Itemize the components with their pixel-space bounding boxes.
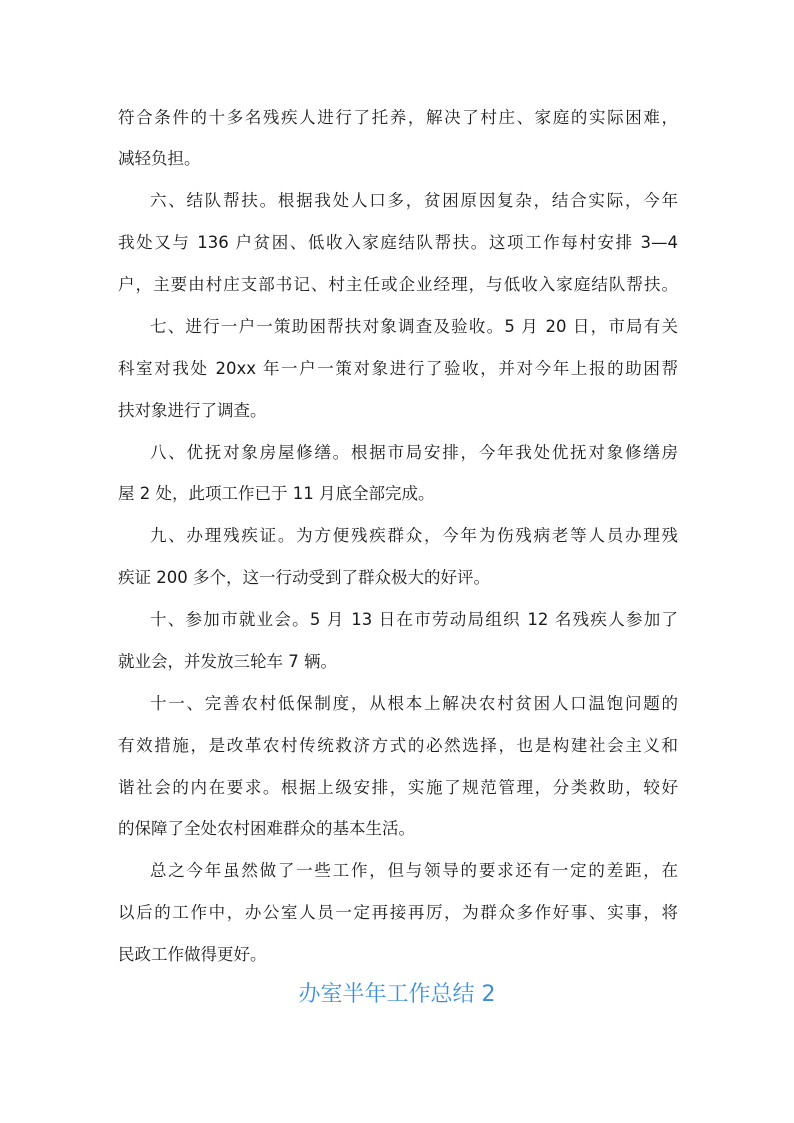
- paragraph-line: 总之今年虽然做了一些工作，但与领导的要求还有一定的差距，在: [150, 861, 678, 880]
- paragraph-line: 的保障了全处农村困难群众的基本生活。: [118, 819, 415, 838]
- paragraph-line: 十一、完善农村低保制度，从根本上解决农村贫困人口温饱问题的: [150, 694, 678, 713]
- paragraph-line: 符合条件的十多名残疾人进行了托养，解决了村庄、家庭的实际困难，: [118, 108, 678, 127]
- paragraph-line: 以后的工作中，办公室人员一定再接再厉，为群众多作好事、实事，将: [118, 903, 678, 922]
- paragraph-line: 我处又与 136 户贫困、低收入家庭结队帮扶。这项工作每村安排 3—4: [118, 233, 678, 252]
- paragraph-line: 六、结队帮扶。根据我处人口多，贫困原因复杂，结合实际，今年: [150, 191, 678, 210]
- paragraph-line: 户，主要由村庄支部书记、村主任或企业经理，与低收入家庭结队帮扶。: [118, 275, 678, 294]
- paragraph-line: 九、办理残疾证。为方便残疾群众，今年为伤残病老等人员办理残: [150, 526, 678, 545]
- paragraph-line: 十、参加市就业会。5 月 13 日在市劳动局组织 12 名残疾人参加了: [150, 610, 678, 629]
- paragraph-line: 八、优抚对象房屋修缮。根据市局安排，今年我处优抚对象修缮房: [150, 443, 678, 462]
- paragraph-line: 屋 2 处，此项工作已于 11 月底全部完成。: [118, 484, 435, 503]
- paragraph-line: 减轻负担。: [118, 149, 201, 168]
- paragraph-line: 七、进行一户一策助困帮扶对象调查及验收。5 月 20 日，市局有关: [150, 317, 678, 336]
- paragraph-line: 谐社会的内在要求。根据上级安排，实施了规范管理，分类救助，较好: [118, 778, 678, 797]
- paragraph-line: 科室对我处 20xx 年一户一策对象进行了验收，并对今年上报的助困帮: [118, 359, 678, 378]
- paragraph-line: 扶对象进行了调查。: [118, 401, 267, 420]
- paragraph-line: 民政工作做得更好。: [118, 945, 267, 964]
- section-heading: 办室半年工作总结 2: [298, 982, 496, 1007]
- paragraph-line: 就业会，并发放三轮车 7 辆。: [118, 652, 337, 671]
- paragraph-line: 有效措施，是改革农村传统救济方式的必然选择，也是构建社会主义和: [118, 736, 678, 755]
- paragraph-line: 疾证 200 多个，这一行动受到了群众极大的好评。: [118, 568, 490, 587]
